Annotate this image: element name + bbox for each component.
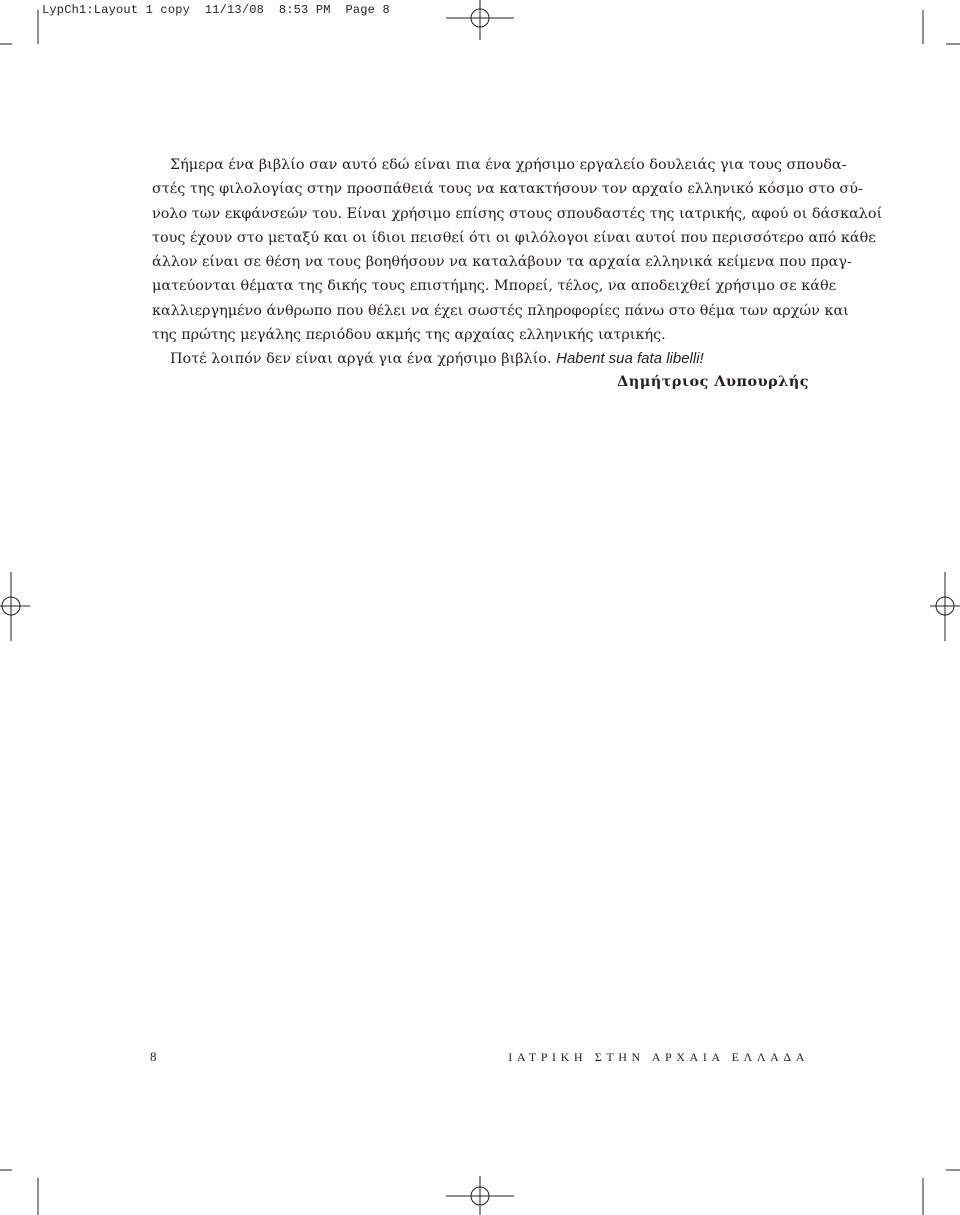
paragraph-line: ματεύονται θέματα της δικής τους επιστήμης. Μπορεί, τέλος, να αποδειχθεί χρήσιμο σε κάθε: [152, 278, 837, 294]
paragraph-line: Σήμερα ένα βιβλίο σαν αυτό εδώ είναι πια ένα χρήσιμο εργαλείο δουλειάς για τους σπουδα-: [170, 157, 847, 173]
registration-mark-top: [446, 0, 514, 40]
running-header: ΙΑΤΡΙΚΗ ΣΤΗΝ ΑΡΧΑΙΑ ΕΛΛΑΔΑ: [508, 1050, 809, 1064]
registration-mark-right: [930, 572, 960, 641]
paragraph-line: τους έχουν στο μεταξύ και οι ίδιοι πεισθεί ότι οι φιλόλογοι είναι αυτοί που περισσότερο από κάθε: [152, 230, 876, 246]
closing-sentence: [170, 350, 704, 368]
registration-mark-left: [0, 572, 30, 641]
paragraph-line: της πρώτης μεγάλης περιόδου ακμής της αρχαίας ελληνικής ιατρικής.: [152, 327, 666, 343]
paragraph-line: νολο των εκφάνσεών του. Είναι χρήσιμο επίσης στους σπουδαστές της ιατρικής, αφού οι δάσκαλοί: [152, 206, 883, 222]
print-slug: LypCh1:Layout 1 copy 11/13/08 8:53 PM Page 8: [42, 3, 390, 17]
paragraph-line: καλλιεργημένο άνθρωπο που θέλει να έχει σωστές πληροφορίες πάνω στο θέμα των αρχών και: [152, 303, 849, 319]
author-signature: Δημήτριος Λυπουρλής: [617, 373, 809, 390]
page-number: 8: [150, 1049, 157, 1064]
closing-text: Ποτέ λοιπόν δεν είναι αργά για ένα χρήσιμο βιβλίο.: [170, 351, 552, 367]
paragraph-line: άλλον είναι σε θέση να τους βοηθήσουν να καταλάβουν τα αρχαία ελληνικά κείμενα που πραγ-: [152, 254, 852, 270]
registration-mark-bottom: [446, 1176, 514, 1215]
paragraph-line: στές της φιλολογίας στην προσπάθειά τους να κατακτήσουν τον αρχαίο ελληνικό κόσμο στο σύ-: [152, 181, 863, 197]
closing-latin-quote: Habent sua fata libelli!: [556, 350, 704, 367]
